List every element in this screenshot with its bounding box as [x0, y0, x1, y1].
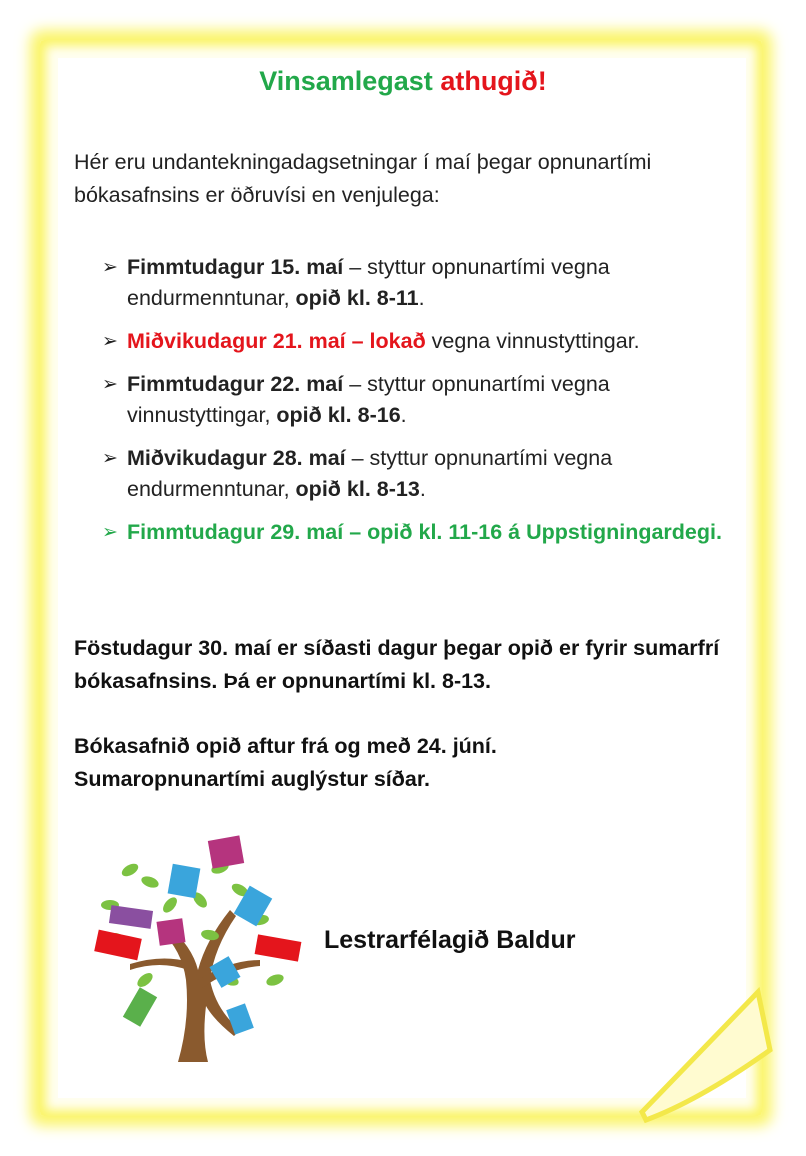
reopen-date-text: Bókasafnið opið aftur frá og með 24. júní. [74, 734, 497, 758]
title-part2: athugið! [440, 66, 547, 96]
last-day-notice: Föstudagur 30. maí er síðasti dagur þegar opið er fyrir sumarfrí bókasafnsins. Þá er opnunartími kl. 8-13. [74, 636, 720, 693]
reopen-notice [74, 730, 734, 796]
item-hours: opið kl. 8-11 [295, 286, 419, 310]
arrow-bullet-icon: ➢ [102, 331, 118, 352]
item-text: – styttur opnunartími vegna endurmenntunar, [127, 255, 610, 310]
item-text: – styttur opnunartími vegna vinnustyttingar, [127, 372, 610, 427]
arrow-bullet-icon: ➢ [102, 257, 118, 278]
item-date: Miðvikudagur 21. maí – lokað [127, 329, 426, 353]
list-item [102, 326, 742, 357]
page-title [0, 66, 806, 97]
item-hours: opið kl. 8-16 [276, 403, 401, 427]
exception-dates-list [102, 252, 742, 560]
item-text: vegna vinnustyttingar. [425, 329, 640, 353]
arrow-bullet-icon: ➢ [102, 374, 118, 395]
title-part1: Vinsamlegast [259, 66, 433, 96]
page-curl-decoration [630, 980, 790, 1130]
arrow-bullet-icon: ➢ [102, 522, 118, 543]
item-text: – styttur opnunartími vegna endurmenntunar, [127, 446, 613, 501]
list-item [102, 252, 742, 314]
item-hours: opið kl. 8-13 [295, 477, 420, 501]
organization-name: Lestrarfélagið Baldur [324, 926, 576, 954]
item-date: Miðvikudagur 28. maí [127, 446, 346, 470]
item-end: . [418, 286, 425, 310]
list-item [102, 369, 742, 431]
book-tree-logo [90, 830, 315, 1070]
list-item [102, 443, 742, 505]
item-date: Fimmtudagur 22. maí [127, 372, 344, 396]
item-date: Fimmtudagur 29. maí – opið kl. 11-16 á Uppstigningardegi. [127, 520, 722, 544]
list-item [102, 517, 742, 548]
item-date: Fimmtudagur 15. maí [127, 255, 344, 279]
intro-text: Hér eru undantekningadagsetningar í maí þegar opnunartími bókasafnsins er öðruvísi en venjulega: [74, 150, 652, 207]
arrow-bullet-icon: ➢ [102, 448, 118, 469]
item-end: . [400, 403, 407, 427]
item-end: . [419, 477, 426, 501]
summer-hours-text: Sumaropnunartími auglýstur síðar. [74, 767, 431, 791]
